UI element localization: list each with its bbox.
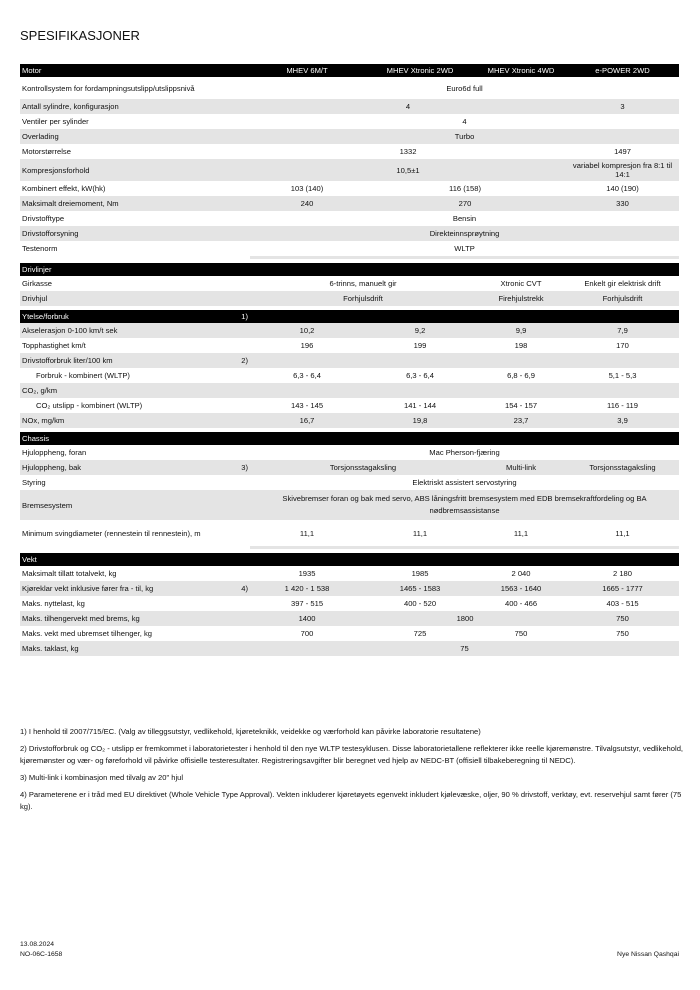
table-row: [20, 611, 679, 626]
row-label: Styring: [20, 475, 250, 490]
page-title: SPESIFIKASJONER: [20, 28, 140, 43]
table-row: [20, 398, 679, 413]
table-row: [20, 241, 679, 256]
cell-value: 1465 - 1583: [364, 581, 476, 596]
cell-value: 6,3 - 6,4: [364, 368, 476, 383]
row-label: Ventiler per sylinder: [20, 114, 250, 129]
cell-value: 7,9: [566, 323, 679, 338]
cell-value: 1497: [566, 144, 679, 159]
section-title: Motor: [20, 64, 250, 77]
cell-value: 750: [566, 611, 679, 626]
cell-value: 403 - 515: [566, 596, 679, 611]
cell-value: Direkteinnsprøytning: [250, 226, 679, 241]
cell-value: Torsjonsstagaksling: [566, 460, 679, 475]
table-row: [20, 276, 679, 291]
column-header: MHEV Xtronic 4WD: [476, 64, 566, 77]
cell-value: 116 - 119: [566, 398, 679, 413]
cell-value: 400 - 466: [476, 596, 566, 611]
spec-table: [20, 64, 679, 656]
cell-value: 11,1: [364, 520, 476, 546]
footnote-4: 4) Parameterene er i tråd med EU direktivet (Whole Vehicle Type Approval). Vekten inkluderer kjøretøyets egenvekt inkludert kjølevæske, oljer, 90 % drivstoff, verktøy, evt. reservehjul samt fører (75 kg).: [20, 790, 682, 811]
cell-value: 270: [364, 196, 566, 211]
row-label: Drivhjul: [20, 291, 250, 306]
footer-left: [20, 940, 62, 960]
cell-value: 198: [476, 338, 566, 353]
row-label: CO₂ utslipp - kombinert (WLTP): [20, 398, 250, 413]
cell-value: Mac Pherson-fjæring: [250, 445, 679, 460]
section-header-motor: [20, 64, 679, 77]
cell-value: 2 040: [476, 566, 566, 581]
row-label: Hjuloppheng, foran: [20, 445, 250, 460]
row-label: Motorstørrelse: [20, 144, 250, 159]
row-label: Maks. taklast, kg: [20, 641, 250, 656]
table-row: [20, 368, 679, 383]
cell-value: 6-trinns, manuelt gir: [250, 276, 476, 291]
footnote-ref: 1): [218, 310, 250, 323]
footnote-ref: 2): [218, 353, 250, 368]
table-row: [20, 353, 679, 368]
row-label: Topphastighet km/t: [20, 338, 250, 353]
cell-value: Skivebremser foran og bak med servo, ABS låningsfritt bremsesystem med EDB bremsekraftfordeling og BA nødbremsassistanse: [250, 490, 679, 520]
footnote-ref: 4): [218, 581, 250, 596]
section-header-drivlinjer: [20, 263, 679, 276]
cell-value: 196: [250, 338, 364, 353]
row-label: Drivstofforbruk liter/100 km: [20, 353, 218, 368]
row-label: Girkasse: [20, 276, 250, 291]
cell-value: Turbo: [250, 129, 679, 144]
cell-value: 103 (140): [250, 181, 364, 196]
table-row: [20, 196, 679, 211]
row-label: Akselerasjon 0-100 km/t sek: [20, 323, 250, 338]
cell-value: 3,9: [566, 413, 679, 428]
cell-value: 1665 - 1777: [566, 581, 679, 596]
row-label: Forbruk - kombinert (WLTP): [20, 368, 250, 383]
cell-value: 16,7: [250, 413, 364, 428]
row-label: NOx, mg/km: [20, 413, 250, 428]
table-row: [20, 460, 679, 475]
cell-value: 330: [566, 196, 679, 211]
column-header: MHEV 6M/T: [250, 64, 364, 77]
cell-value: 9,9: [476, 323, 566, 338]
cell-value: 3: [566, 99, 679, 114]
table-row: [20, 159, 679, 181]
row-label: Kjøreklar vekt inklusive fører fra - til, kg: [20, 581, 218, 596]
row-label: Kontrollsystem for fordampningsutslipp/utslippsnivå: [20, 77, 250, 99]
cell-value: 143 - 145: [250, 398, 364, 413]
cell-value: 10,2: [250, 323, 364, 338]
cell-value: 1935: [250, 566, 364, 581]
table-row: [20, 475, 679, 490]
cell-value: Firehjulstrekk: [476, 291, 566, 306]
table-row: [20, 114, 679, 129]
cell-value: 1800: [364, 611, 566, 626]
table-row: [20, 144, 679, 159]
cell-value: 1 420 - 1 538: [250, 581, 364, 596]
footer-date: 13.08.2024: [20, 941, 55, 948]
row-label: Maks. tilhengervekt med brems, kg: [20, 611, 250, 626]
cell-value: 141 - 144: [364, 398, 476, 413]
cell-value: Xtronic CVT: [476, 276, 566, 291]
table-row: [20, 626, 679, 641]
cell-value: 750: [476, 626, 566, 641]
row-label: Antall sylindre, konfigurasjon: [20, 99, 250, 114]
cell-value: Forhjulsdrift: [250, 291, 476, 306]
cell-value: 240: [250, 196, 364, 211]
table-row: [20, 129, 679, 144]
cell-value: 11,1: [566, 520, 679, 546]
cell-value: 1332: [250, 144, 566, 159]
cell-value: Bensin: [250, 211, 679, 226]
section-title: Chassis: [20, 432, 679, 445]
table-row: [20, 383, 679, 398]
cell-value: 1400: [250, 611, 364, 626]
table-row: [20, 445, 679, 460]
footer-code: NO-06C-1658: [20, 951, 63, 958]
cell-value: 10,5±1: [250, 159, 566, 181]
footnotes: [20, 726, 685, 818]
cell-value: 154 - 157: [476, 398, 566, 413]
cell-value: 75: [250, 641, 679, 656]
cell-value: Euro6d full: [250, 77, 679, 99]
table-row: [20, 413, 679, 428]
footer-model: Nye Nissan Qashqai: [617, 951, 679, 958]
section-title: Vekt: [20, 553, 679, 566]
cell-value: 19,8: [364, 413, 476, 428]
cell-value: Multi-link: [476, 460, 566, 475]
cell-value: 397 - 515: [250, 596, 364, 611]
table-row: [20, 99, 679, 114]
row-label: Bremsesystem: [20, 490, 250, 520]
cell-value: Elektriskt assistert servostyring: [250, 475, 679, 490]
cell-value: Torsjonsstagaksling: [250, 460, 476, 475]
cell-value: 1985: [364, 566, 476, 581]
table-row: [20, 323, 679, 338]
cell-value: 400 - 520: [364, 596, 476, 611]
table-row: [20, 338, 679, 353]
table-row: [20, 490, 679, 520]
cell-value: 2 180: [566, 566, 679, 581]
row-label: Maksimalt dreiemoment, Nm: [20, 196, 250, 211]
section-title: Drivlinjer: [20, 263, 679, 276]
cell-value: 199: [364, 338, 476, 353]
table-row: [20, 566, 679, 581]
cell-value: Forhjulsdrift: [566, 291, 679, 306]
cell-value: 6,8 - 6,9: [476, 368, 566, 383]
cell-value: 9,2: [364, 323, 476, 338]
cell-value: 23,7: [476, 413, 566, 428]
column-header: e-POWER 2WD: [566, 64, 679, 77]
section-title: Ytelse/forbruk: [20, 310, 218, 323]
table-row: [20, 596, 679, 611]
row-label: Kompresjonsforhold: [20, 159, 250, 181]
cell-value: 6,3 - 6,4: [250, 368, 364, 383]
row-label: Testenorm: [20, 241, 250, 256]
section-header-vekt: [20, 553, 679, 566]
cell-value: 11,1: [476, 520, 566, 546]
table-row: [20, 226, 679, 241]
table-row: [20, 581, 679, 596]
cell-value: 700: [250, 626, 364, 641]
section-header-ytelse: [20, 310, 679, 323]
cell-value: WLTP: [250, 241, 679, 256]
cell-value: 170: [566, 338, 679, 353]
footnote-3: 3) Multi-link i kombinasjon med tilvalg av 20" hjul: [20, 773, 184, 782]
table-row: [20, 211, 679, 226]
cell-value: 116 (158): [364, 181, 566, 196]
cell-value: variabel kompresjon fra 8:1 til 14:1: [566, 159, 679, 181]
table-row: [20, 77, 679, 99]
table-row: [20, 291, 679, 306]
footnote-ref: 3): [218, 460, 250, 475]
table-row: [20, 641, 679, 656]
row-label: Drivstofforsyning: [20, 226, 250, 241]
footnote-2: 2) Drivstofforbruk og CO₂ - utslipp er fremkommet i laboratorietester i henhold til den nye WLTP testesyklusen. Disse laboratorietallene reflekterer ikke reelle kjøremønstre. Tilvalgsutstyr, vedlikehold, kjøremønster og vær- og føreforhold vil påvirke offisielle testeresultater. Registreringsavgifter blir beregnet ved hjelp av NEDC-BT (offisiell tilbakeberegning til NEDC).: [20, 744, 684, 765]
cell-value: 11,1: [250, 520, 364, 546]
row-label: Maksimalt tillatt totalvekt, kg: [20, 566, 250, 581]
row-label: Maks. vekt med ubremset tilhenger, kg: [20, 626, 250, 641]
column-header: MHEV Xtronic 2WD: [364, 64, 476, 77]
cell-value: 5,1 - 5,3: [566, 368, 679, 383]
cell-value: 4: [250, 99, 566, 114]
row-label: Minimum svingdiameter (rennestein til rennestein), m: [20, 520, 250, 546]
table-row: [20, 181, 679, 196]
cell-value: 4: [250, 114, 679, 129]
cell-value: 1563 - 1640: [476, 581, 566, 596]
cell-value: 725: [364, 626, 476, 641]
cell-value: Enkelt gir elektrisk drift: [566, 276, 679, 291]
row-label: Maks. nyttelast, kg: [20, 596, 250, 611]
row-label: Kombinert effekt, kW(hk): [20, 181, 250, 196]
cell-value: 140 (190): [566, 181, 679, 196]
row-label: Drivstofftype: [20, 211, 250, 226]
row-label: CO₂, g/km: [20, 383, 250, 398]
footnote-1: 1) I henhold til 2007/715/EC. (Valg av tilleggsutstyr, vedlikehold, kjøreteknikk, veidekke og værforhold kan påvirke laboratorie resultatene): [20, 727, 481, 736]
cell-value: 750: [566, 626, 679, 641]
row-label: Hjuloppheng, bak: [20, 460, 218, 475]
table-row: [20, 520, 679, 546]
section-header-chassis: [20, 432, 679, 445]
row-label: Overlading: [20, 129, 250, 144]
